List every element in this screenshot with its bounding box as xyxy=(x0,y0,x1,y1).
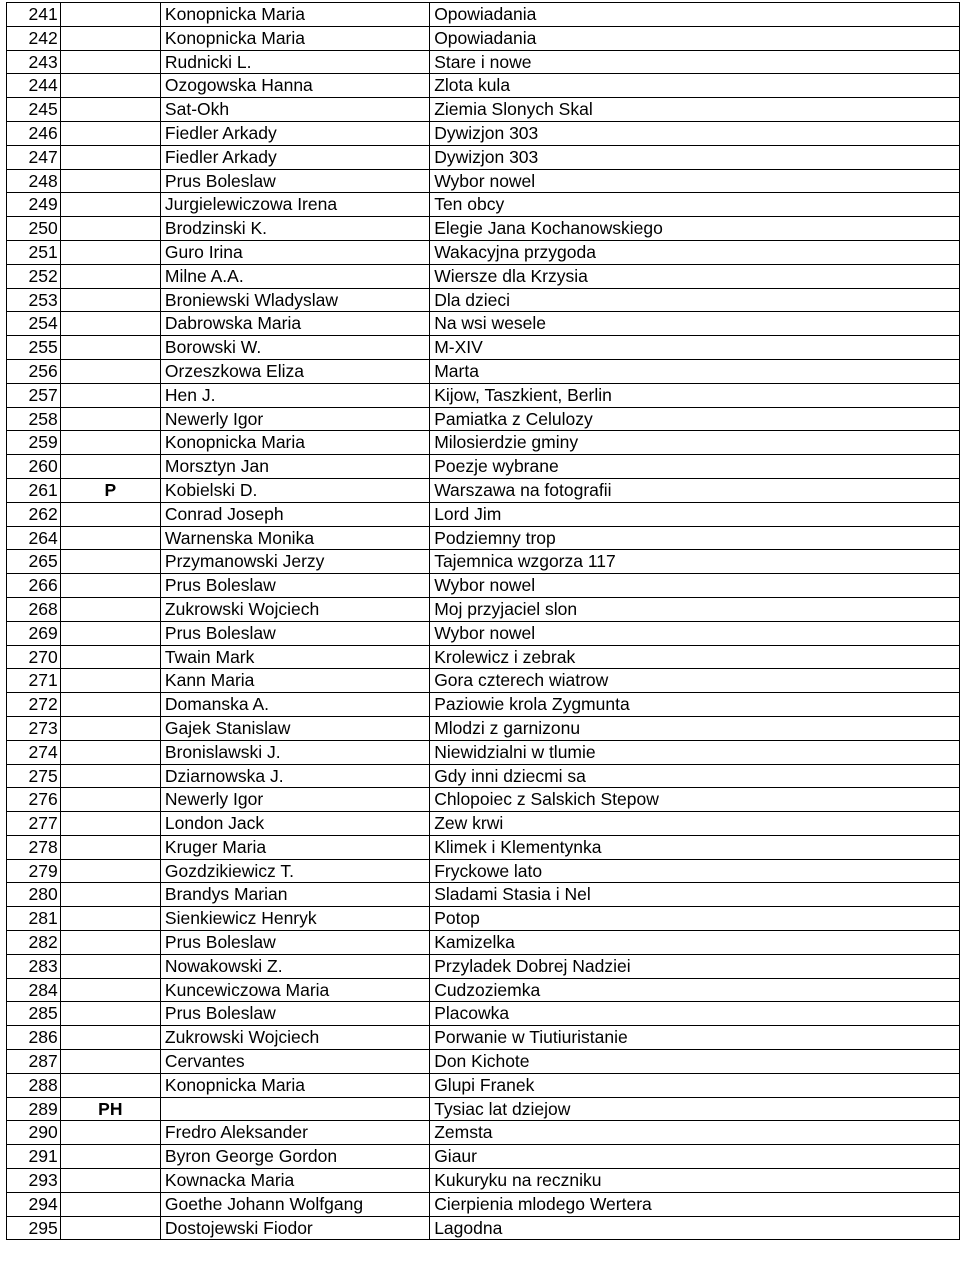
row-number-cell: 290 xyxy=(7,1121,61,1145)
title-cell: Milosierdzie gminy xyxy=(430,431,960,455)
row-number-cell: 280 xyxy=(7,883,61,907)
table-row xyxy=(7,455,960,479)
row-code-cell xyxy=(60,1216,160,1240)
author-cell: Konopnicka Maria xyxy=(160,3,429,27)
table-row xyxy=(7,121,960,145)
row-code-cell: P xyxy=(60,478,160,502)
row-number-cell: 272 xyxy=(7,693,61,717)
row-number-cell: 279 xyxy=(7,859,61,883)
table-row xyxy=(7,883,960,907)
row-code-cell xyxy=(60,288,160,312)
table-row xyxy=(7,669,960,693)
row-code-cell xyxy=(60,740,160,764)
table-row xyxy=(7,788,960,812)
title-cell: Tysiac lat dziejow xyxy=(430,1097,960,1121)
table-row xyxy=(7,645,960,669)
row-number-cell: 282 xyxy=(7,931,61,955)
table-row xyxy=(7,764,960,788)
table-row xyxy=(7,288,960,312)
row-code-cell xyxy=(60,693,160,717)
title-cell: Krolewicz i zebrak xyxy=(430,645,960,669)
title-cell: Porwanie w Tiutiuristanie xyxy=(430,1026,960,1050)
row-code-cell xyxy=(60,883,160,907)
row-number-cell: 288 xyxy=(7,1073,61,1097)
row-code-cell xyxy=(60,954,160,978)
table-row xyxy=(7,1073,960,1097)
author-cell: Conrad Joseph xyxy=(160,502,429,526)
row-code-cell xyxy=(60,359,160,383)
author-cell: Milne A.A. xyxy=(160,264,429,288)
title-cell: Fryckowe lato xyxy=(430,859,960,883)
row-number-cell: 285 xyxy=(7,1002,61,1026)
author-cell: Kruger Maria xyxy=(160,835,429,859)
table-row xyxy=(7,3,960,27)
row-number-cell: 268 xyxy=(7,597,61,621)
row-code-cell xyxy=(60,597,160,621)
title-cell: Marta xyxy=(430,359,960,383)
title-cell: Dywizjon 303 xyxy=(430,121,960,145)
row-code-cell xyxy=(60,264,160,288)
title-cell: Wakacyjna przygoda xyxy=(430,240,960,264)
title-cell: Zew krwi xyxy=(430,812,960,836)
table-row xyxy=(7,217,960,241)
row-number-cell: 250 xyxy=(7,217,61,241)
title-cell: Na wsi wesele xyxy=(430,312,960,336)
table-row xyxy=(7,1097,960,1121)
row-number-cell: 257 xyxy=(7,383,61,407)
row-code-cell xyxy=(60,98,160,122)
title-cell: Stare i nowe xyxy=(430,50,960,74)
author-cell: Prus Boleslaw xyxy=(160,574,429,598)
row-number-cell: 252 xyxy=(7,264,61,288)
row-code-cell xyxy=(60,931,160,955)
author-cell: Gozdzikiewicz T. xyxy=(160,859,429,883)
row-number-cell: 259 xyxy=(7,431,61,455)
author-cell: Brodzinski K. xyxy=(160,217,429,241)
row-number-cell: 260 xyxy=(7,455,61,479)
title-cell: Wiersze dla Krzysia xyxy=(430,264,960,288)
author-cell: Dostojewski Fiodor xyxy=(160,1216,429,1240)
title-cell: Kamizelka xyxy=(430,931,960,955)
title-cell: Niewidzialni w tlumie xyxy=(430,740,960,764)
row-code-cell xyxy=(60,645,160,669)
title-cell: Dla dzieci xyxy=(430,288,960,312)
author-cell: Guro Irina xyxy=(160,240,429,264)
author-cell: Gajek Stanislaw xyxy=(160,716,429,740)
row-number-cell: 271 xyxy=(7,669,61,693)
table-row xyxy=(7,835,960,859)
row-number-cell: 269 xyxy=(7,621,61,645)
row-code-cell xyxy=(60,859,160,883)
author-cell: Brandys Marian xyxy=(160,883,429,907)
row-number-cell: 274 xyxy=(7,740,61,764)
title-cell: Lagodna xyxy=(430,1216,960,1240)
author-cell: Sienkiewicz Henryk xyxy=(160,907,429,931)
author-cell: Domanska A. xyxy=(160,693,429,717)
author-cell: Konopnicka Maria xyxy=(160,1073,429,1097)
row-number-cell: 281 xyxy=(7,907,61,931)
author-cell: Broniewski Wladyslaw xyxy=(160,288,429,312)
author-cell: Przymanowski Jerzy xyxy=(160,550,429,574)
author-cell: Kownacka Maria xyxy=(160,1169,429,1193)
row-number-cell: 261 xyxy=(7,478,61,502)
author-cell: Nowakowski Z. xyxy=(160,954,429,978)
row-code-cell xyxy=(60,336,160,360)
row-code-cell xyxy=(60,1026,160,1050)
author-cell: Twain Mark xyxy=(160,645,429,669)
table-row xyxy=(7,812,960,836)
row-number-cell: 254 xyxy=(7,312,61,336)
row-number-cell: 251 xyxy=(7,240,61,264)
author-cell: Orzeszkowa Eliza xyxy=(160,359,429,383)
table-row xyxy=(7,597,960,621)
row-number-cell: 258 xyxy=(7,407,61,431)
title-cell: Wybor nowel xyxy=(430,169,960,193)
author-cell: Kobielski D. xyxy=(160,478,429,502)
row-code-cell xyxy=(60,217,160,241)
table-row xyxy=(7,859,960,883)
row-code-cell xyxy=(60,1121,160,1145)
title-cell: Lord Jim xyxy=(430,502,960,526)
row-code-cell xyxy=(60,1073,160,1097)
row-code-cell xyxy=(60,1169,160,1193)
row-code-cell xyxy=(60,407,160,431)
table-row xyxy=(7,193,960,217)
table-row xyxy=(7,50,960,74)
table-row xyxy=(7,621,960,645)
row-number-cell: 246 xyxy=(7,121,61,145)
author-cell: Kuncewiczowa Maria xyxy=(160,978,429,1002)
row-code-cell xyxy=(60,550,160,574)
row-code-cell xyxy=(60,1192,160,1216)
title-cell: Poezje wybrane xyxy=(430,455,960,479)
row-code-cell xyxy=(60,3,160,27)
row-code-cell xyxy=(60,788,160,812)
row-number-cell: 266 xyxy=(7,574,61,598)
author-cell: London Jack xyxy=(160,812,429,836)
table-row xyxy=(7,550,960,574)
table-row xyxy=(7,145,960,169)
table-row xyxy=(7,1216,960,1240)
title-cell: Ten obcy xyxy=(430,193,960,217)
author-cell: Sat-Okh xyxy=(160,98,429,122)
row-code-cell xyxy=(60,121,160,145)
table-row xyxy=(7,336,960,360)
row-number-cell: 244 xyxy=(7,74,61,98)
author-cell: Hen J. xyxy=(160,383,429,407)
author-cell: Dziarnowska J. xyxy=(160,764,429,788)
row-code-cell xyxy=(60,145,160,169)
table-row xyxy=(7,574,960,598)
row-number-cell: 287 xyxy=(7,1050,61,1074)
row-number-cell: 273 xyxy=(7,716,61,740)
title-cell: Sladami Stasia i Nel xyxy=(430,883,960,907)
title-cell: Klimek i Klementynka xyxy=(430,835,960,859)
row-number-cell: 256 xyxy=(7,359,61,383)
row-code-cell xyxy=(60,50,160,74)
table-row xyxy=(7,1169,960,1193)
table-row xyxy=(7,1026,960,1050)
row-number-cell: 265 xyxy=(7,550,61,574)
author-cell xyxy=(160,1097,429,1121)
table-row xyxy=(7,931,960,955)
author-cell: Prus Boleslaw xyxy=(160,169,429,193)
row-code-cell xyxy=(60,74,160,98)
table-row xyxy=(7,1121,960,1145)
table-row xyxy=(7,98,960,122)
title-cell: Chlopoiec z Salskich Stepow xyxy=(430,788,960,812)
title-cell: Gora czterech wiatrow xyxy=(430,669,960,693)
author-cell: Rudnicki L. xyxy=(160,50,429,74)
row-code-cell xyxy=(60,716,160,740)
title-cell: Kukuryku na reczniku xyxy=(430,1169,960,1193)
title-cell: Moj przyjaciel slon xyxy=(430,597,960,621)
author-cell: Borowski W. xyxy=(160,336,429,360)
row-code-cell xyxy=(60,1002,160,1026)
row-number-cell: 294 xyxy=(7,1192,61,1216)
author-cell: Konopnicka Maria xyxy=(160,26,429,50)
title-cell: Dywizjon 303 xyxy=(430,145,960,169)
table-row xyxy=(7,1145,960,1169)
author-cell: Newerly Igor xyxy=(160,407,429,431)
row-code-cell xyxy=(60,193,160,217)
author-cell: Konopnicka Maria xyxy=(160,431,429,455)
row-number-cell: 245 xyxy=(7,98,61,122)
row-number-cell: 243 xyxy=(7,50,61,74)
table-row xyxy=(7,74,960,98)
author-cell: Fredro Aleksander xyxy=(160,1121,429,1145)
row-number-cell: 277 xyxy=(7,812,61,836)
table-row xyxy=(7,478,960,502)
title-cell: Kijow, Taszkient, Berlin xyxy=(430,383,960,407)
title-cell: Potop xyxy=(430,907,960,931)
author-cell: Fiedler Arkady xyxy=(160,121,429,145)
row-number-cell: 276 xyxy=(7,788,61,812)
title-cell: Zlota kula xyxy=(430,74,960,98)
row-code-cell xyxy=(60,26,160,50)
table-row xyxy=(7,740,960,764)
row-number-cell: 286 xyxy=(7,1026,61,1050)
row-number-cell: 283 xyxy=(7,954,61,978)
row-number-cell: 293 xyxy=(7,1169,61,1193)
row-number-cell: 291 xyxy=(7,1145,61,1169)
table-row xyxy=(7,264,960,288)
title-cell: Wybor nowel xyxy=(430,621,960,645)
row-number-cell: 249 xyxy=(7,193,61,217)
author-cell: Goethe Johann Wolfgang xyxy=(160,1192,429,1216)
author-cell: Zukrowski Wojciech xyxy=(160,597,429,621)
row-number-cell: 284 xyxy=(7,978,61,1002)
title-cell: Wybor nowel xyxy=(430,574,960,598)
row-code-cell xyxy=(60,1145,160,1169)
table-row xyxy=(7,1050,960,1074)
author-cell: Prus Boleslaw xyxy=(160,931,429,955)
row-code-cell: PH xyxy=(60,1097,160,1121)
table-row xyxy=(7,26,960,50)
table-row xyxy=(7,502,960,526)
author-cell: Warnenska Monika xyxy=(160,526,429,550)
row-number-cell: 264 xyxy=(7,526,61,550)
row-number-cell: 241 xyxy=(7,3,61,27)
row-number-cell: 255 xyxy=(7,336,61,360)
title-cell: Opowiadania xyxy=(430,26,960,50)
title-cell: Opowiadania xyxy=(430,3,960,27)
row-number-cell: 270 xyxy=(7,645,61,669)
title-cell: Tajemnica wzgorza 117 xyxy=(430,550,960,574)
table-row xyxy=(7,169,960,193)
author-cell: Zukrowski Wojciech xyxy=(160,1026,429,1050)
row-code-cell xyxy=(60,574,160,598)
row-number-cell: 262 xyxy=(7,502,61,526)
row-code-cell xyxy=(60,240,160,264)
row-code-cell xyxy=(60,312,160,336)
title-cell: Gdy inni dziecmi sa xyxy=(430,764,960,788)
author-cell: Cervantes xyxy=(160,1050,429,1074)
row-number-cell: 247 xyxy=(7,145,61,169)
table-row xyxy=(7,907,960,931)
book-list-body xyxy=(7,3,960,1240)
title-cell: Placowka xyxy=(430,1002,960,1026)
author-cell: Ozogowska Hanna xyxy=(160,74,429,98)
row-number-cell: 275 xyxy=(7,764,61,788)
title-cell: Pamiatka z Celulozy xyxy=(430,407,960,431)
book-list-table xyxy=(6,2,960,1240)
author-cell: Bronislawski J. xyxy=(160,740,429,764)
author-cell: Dabrowska Maria xyxy=(160,312,429,336)
table-row xyxy=(7,431,960,455)
row-number-cell: 248 xyxy=(7,169,61,193)
table-row xyxy=(7,312,960,336)
author-cell: Jurgielewiczowa Irena xyxy=(160,193,429,217)
row-code-cell xyxy=(60,764,160,788)
row-number-cell: 278 xyxy=(7,835,61,859)
title-cell: Paziowie krola Zygmunta xyxy=(430,693,960,717)
title-cell: M-XIV xyxy=(430,336,960,360)
row-code-cell xyxy=(60,907,160,931)
table-row xyxy=(7,954,960,978)
title-cell: Przyladek Dobrej Nadziei xyxy=(430,954,960,978)
row-code-cell xyxy=(60,169,160,193)
row-code-cell xyxy=(60,1050,160,1074)
row-code-cell xyxy=(60,526,160,550)
row-number-cell: 295 xyxy=(7,1216,61,1240)
author-cell: Fiedler Arkady xyxy=(160,145,429,169)
table-row xyxy=(7,716,960,740)
table-row xyxy=(7,240,960,264)
table-row xyxy=(7,1002,960,1026)
row-code-cell xyxy=(60,383,160,407)
title-cell: Warszawa na fotografii xyxy=(430,478,960,502)
row-code-cell xyxy=(60,455,160,479)
title-cell: Cudzoziemka xyxy=(430,978,960,1002)
title-cell: Mlodzi z garnizonu xyxy=(430,716,960,740)
row-number-cell: 253 xyxy=(7,288,61,312)
row-code-cell xyxy=(60,812,160,836)
author-cell: Morsztyn Jan xyxy=(160,455,429,479)
author-cell: Byron George Gordon xyxy=(160,1145,429,1169)
title-cell: Don Kichote xyxy=(430,1050,960,1074)
author-cell: Prus Boleslaw xyxy=(160,621,429,645)
table-row xyxy=(7,383,960,407)
author-cell: Prus Boleslaw xyxy=(160,1002,429,1026)
title-cell: Cierpienia mlodego Wertera xyxy=(430,1192,960,1216)
table-row xyxy=(7,1192,960,1216)
title-cell: Ziemia Slonych Skal xyxy=(430,98,960,122)
table-row xyxy=(7,407,960,431)
title-cell: Giaur xyxy=(430,1145,960,1169)
title-cell: Elegie Jana Kochanowskiego xyxy=(430,217,960,241)
table-row xyxy=(7,359,960,383)
table-row xyxy=(7,978,960,1002)
row-code-cell xyxy=(60,502,160,526)
author-cell: Kann Maria xyxy=(160,669,429,693)
row-number-cell: 242 xyxy=(7,26,61,50)
table-row xyxy=(7,526,960,550)
row-code-cell xyxy=(60,669,160,693)
title-cell: Glupi Franek xyxy=(430,1073,960,1097)
row-number-cell: 289 xyxy=(7,1097,61,1121)
row-code-cell xyxy=(60,431,160,455)
row-code-cell xyxy=(60,835,160,859)
title-cell: Zemsta xyxy=(430,1121,960,1145)
table-row xyxy=(7,693,960,717)
author-cell: Newerly Igor xyxy=(160,788,429,812)
title-cell: Podziemny trop xyxy=(430,526,960,550)
row-code-cell xyxy=(60,621,160,645)
row-code-cell xyxy=(60,978,160,1002)
